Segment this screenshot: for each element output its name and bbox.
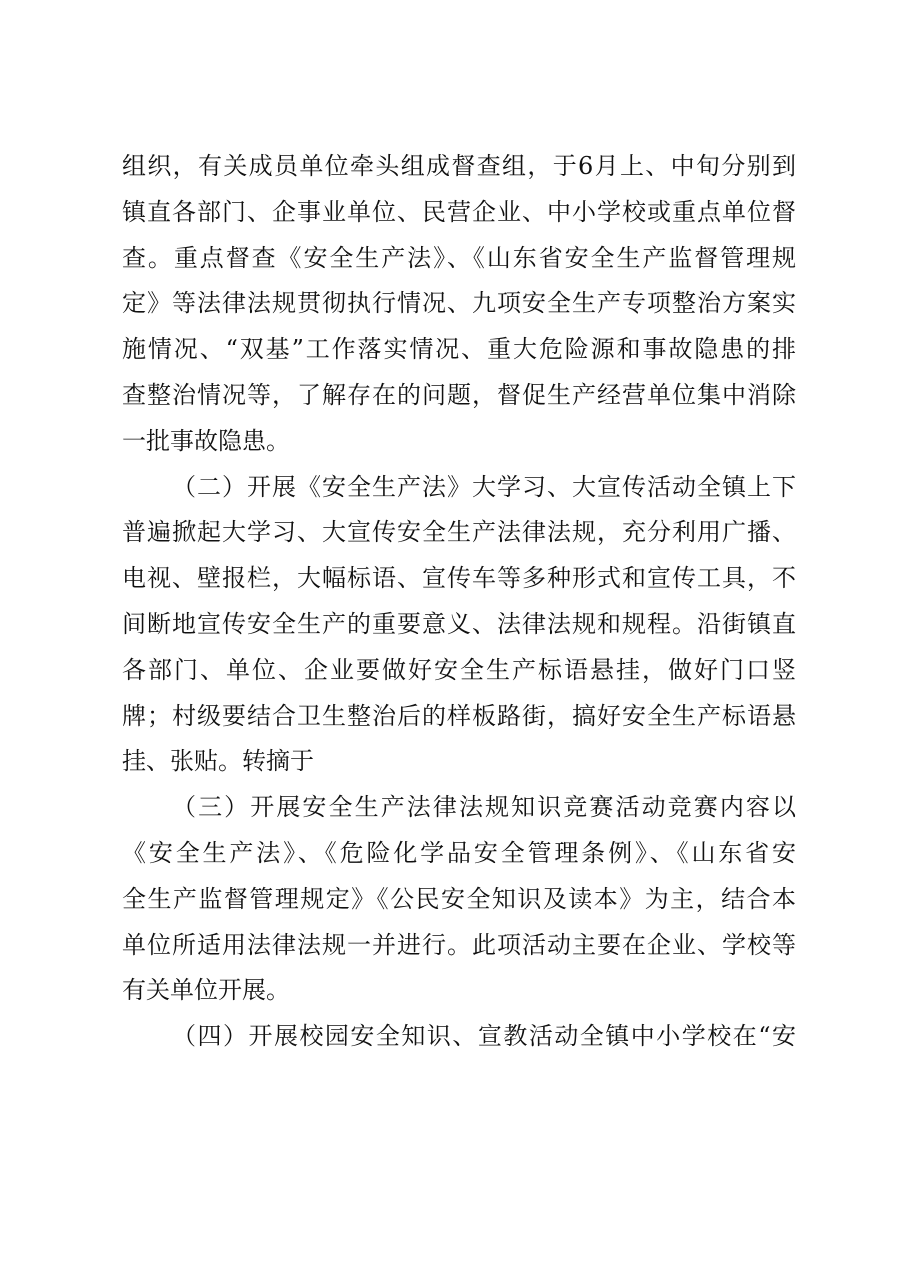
text-line: 一批事故隐患。 xyxy=(122,426,290,455)
text-line: 定》等法律法规贯彻执行情况、九项安全生产专项整治方案实 xyxy=(122,289,796,318)
text-line: 各部门、单位、企业要做好安全生产标语悬挂，做好门口竖 xyxy=(122,655,796,684)
text-line: 普遍掀起大学习、大宣传安全生产法律法规，充分利用广播、 xyxy=(122,518,796,547)
text-line: 挂、张贴。转摘于 xyxy=(122,747,314,776)
text-line: 全生产监督管理规定》《公民安全知识及读本》为主，结合本 xyxy=(122,884,796,913)
text-line: 施情况、“双基”工作落实情况、重大危险源和事故隐患的排 xyxy=(122,335,796,364)
text-line: 《安全生产法》、《危险化学品安全管理条例》、《山东省安 xyxy=(122,838,796,867)
section-heading-line: （四）开展校园安全知识、宣教活动全镇中小学校在“安 xyxy=(172,1022,796,1051)
text-line: 牌；村级要结合卫生整治后的样板路街，搞好安全生产标语悬 xyxy=(122,701,796,730)
text-line: 电视、壁报栏，大幅标语、宣传车等多种形式和宣传工具，不 xyxy=(122,564,796,593)
text-line: 间断地宣传安全生产的重要意义、法律法规和规程。沿街镇直 xyxy=(122,609,796,638)
text-line: 有关单位开展。 xyxy=(122,976,290,1005)
text-line: 查。重点督查《安全生产法》、《山东省安全生产监督管理规 xyxy=(122,243,796,272)
text-line: 组织，有关成员单位牵头组成督查组，于6月上、中旬分别到 xyxy=(122,152,796,180)
text-line: 单位所适用法律法规一并进行。此项活动主要在企业、学校等 xyxy=(122,930,796,959)
section-heading-line: （二）开展《安全生产法》大学习、大宣传活动全镇上下 xyxy=(172,472,796,501)
section-heading-line: （三）开展安全生产法律法规知识竞赛活动竞赛内容以 xyxy=(172,793,796,822)
text-line: 查整治情况等，了解存在的问题，督促生产经营单位集中消除 xyxy=(122,380,796,409)
text-line: 镇直各部门、企事业单位、民营企业、中小学校或重点单位督 xyxy=(122,197,796,226)
document-body xyxy=(122,144,796,1060)
